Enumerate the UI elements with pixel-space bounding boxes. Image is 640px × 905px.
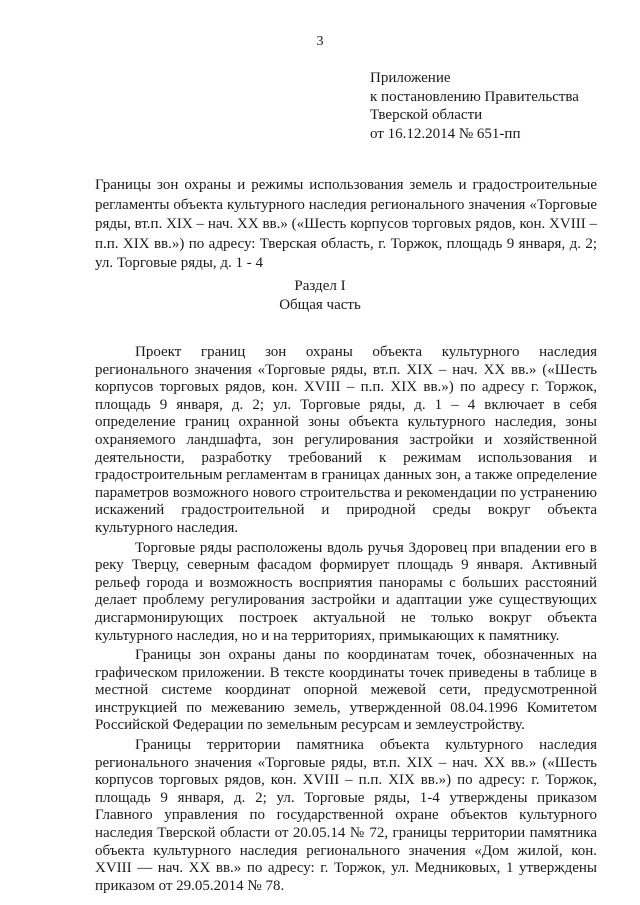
document-title: Границы зон охраны и режимы использования земель и градостроительные регламенты объекта культурного наследия регионального значения «Торговые ряды, вт.п. XIX – нач. XX вв.» («Шесть корпусов торговых рядов, кон. XVIII – п.п. XIX вв.») по адресу: Тверская область, г. Торжок, площадь 9 января, д. 2; ул. Торговые ряды, д. 1 - 4 bbox=[95, 177, 597, 271]
appendix-date-number: от 16.12.2014 № 651-пп bbox=[370, 125, 521, 142]
paragraph: Границы территории памятника объекта культурного наследия регионального значения «Торговые ряды, вт.п. XIX – нач. XX вв.» («Шесть корпусов торговых рядов, кон. XVIII – п.п. XIX вв.») по адресу: г. Торжок, площадь 9 января, д. 2; ул. Торговые ряды, 1-4 утверждены приказом Главного управления по государственной охране объектов культурного наследия Тверской области от 20.05.14 № 72, границы территории памятника объекта культурного наследия регионального значения «Дом жилой, кон. XVIII — нач. XX вв.» по адресу: г. Торжок, ул. Медниковых, 1 утверждены приказом от 29.05.2014 № 78. bbox=[95, 737, 597, 894]
paragraph: Торговые ряды расположены вдоль ручья Здоровец при впадении его в реку Тверцу, северным фасадом формирует площадь 9 января. Активный рельеф города и возможность восприятия панорамы с больших расстояний делает проблему регулирования застройки и адаптации уже существующих дисгармонирующих построек актуальной не только вокруг объекта культурного наследия, но и на территориях, примыкающих к памятнику. bbox=[95, 539, 597, 644]
appendix-block bbox=[370, 69, 579, 143]
appendix-label: Приложение bbox=[370, 70, 451, 86]
paragraph: Границы зон охраны даны по координатам точек, обозначенных на графическом приложении. В тексте координаты точек приведены в таблице в местной системе координат опорной межевой сети, предусмотренной инструкцией по межеванию земель, утвержденной 08.04.1996 Комитетом Российской Федерации по земельным ресурсам и землеустройству. bbox=[95, 647, 597, 734]
body-text bbox=[95, 344, 597, 895]
section-number: Раздел I bbox=[294, 278, 346, 294]
paragraph: Проект границ зон охраны объекта культурного наследия регионального значения «Торговые ряды, вт.п. XIX – нач. XX вв.» («Шесть корпусов торговых рядов, кон. XVIII – п.п. XIX вв.») по адресу г. Торжок, площадь 9 января, д. 2; ул. Торговые ряды, д. 1 – 4 включает в себя определение границ охранной зоны объекта культурного наследия, зоны охраняемого ландшафта, зон регулирования застройки и хозяйственной деятельности, разработку требований к режимам использования и градостроительным регламентам в границах данных зон, а также определение параметров возможного нового строительства и рекомендации по устранению искажений градостроительной и природной среды вокруг объекта культурного наследия. bbox=[95, 344, 597, 536]
page-number: 3 bbox=[316, 34, 324, 49]
section-heading bbox=[0, 277, 640, 315]
section-name: Общая часть bbox=[279, 297, 361, 313]
appendix-resolution: к постановлению Правительства bbox=[370, 88, 579, 105]
appendix-region: Тверской области bbox=[370, 107, 483, 123]
